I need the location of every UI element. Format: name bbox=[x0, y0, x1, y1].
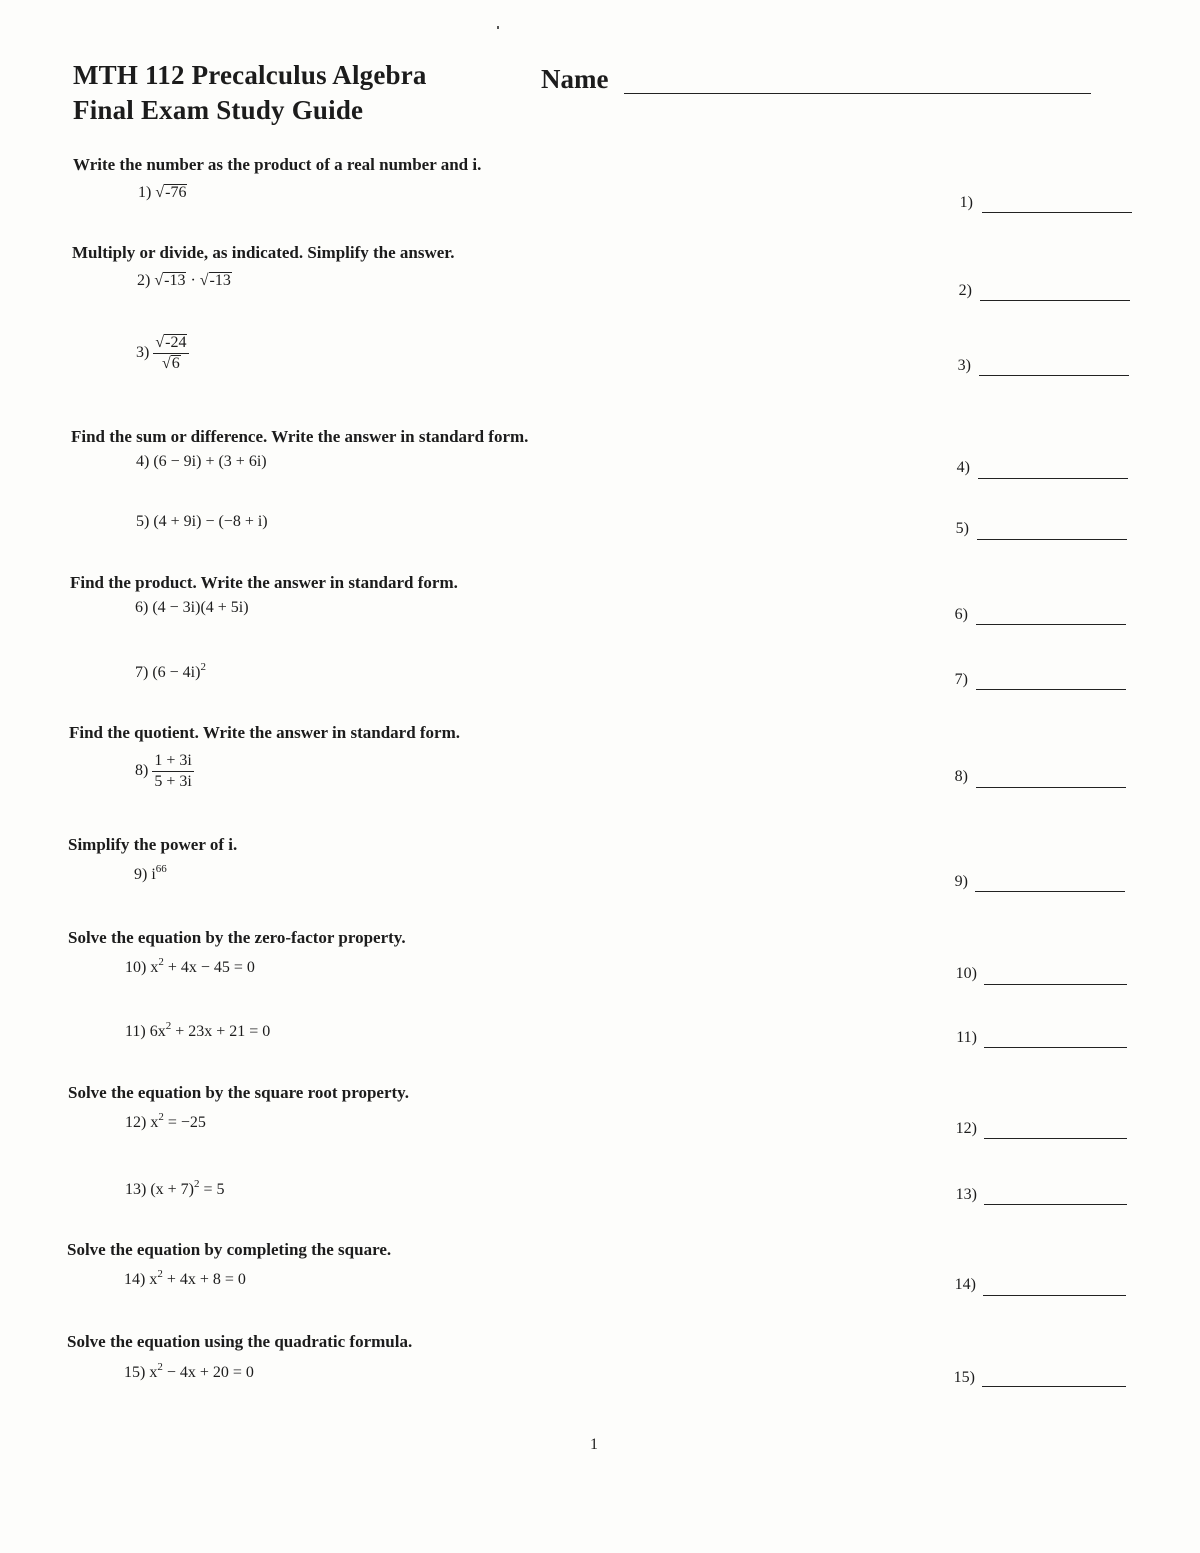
numerator bbox=[153, 334, 189, 354]
expression-rest: − 4x + 20 = 0 bbox=[162, 1364, 254, 1381]
instruction: Find the product. Write the answer in standard form. bbox=[70, 573, 458, 592]
problem-number: 12) bbox=[125, 1114, 147, 1131]
problem-13 bbox=[125, 1178, 225, 1199]
expression-base: (6 − 4i) bbox=[152, 664, 201, 681]
answer-line[interactable] bbox=[976, 787, 1126, 788]
fraction bbox=[153, 334, 189, 373]
exponent: 2 bbox=[158, 1111, 164, 1123]
answer-label: 8) bbox=[954, 768, 968, 785]
exponent: 66 bbox=[155, 863, 167, 875]
answer-line[interactable] bbox=[984, 1138, 1127, 1139]
radical-sign: √ bbox=[161, 355, 171, 372]
answer-label: 4) bbox=[956, 459, 970, 476]
radicand: -76 bbox=[165, 184, 187, 201]
answer-line[interactable] bbox=[982, 1386, 1126, 1387]
answer-label: 5) bbox=[955, 520, 969, 537]
problem-15 bbox=[124, 1361, 254, 1382]
problem-number: 5) bbox=[136, 513, 150, 530]
problem-number: 7) bbox=[135, 664, 149, 681]
problem-number: 3) bbox=[136, 344, 150, 362]
instruction: Solve the equation by the zero-factor property. bbox=[68, 928, 406, 947]
expression-base: (x + 7) bbox=[150, 1181, 195, 1198]
problem-6 bbox=[135, 599, 249, 617]
numerator: 1 + 3i bbox=[152, 752, 193, 772]
answer-label: 10) bbox=[955, 965, 977, 982]
denominator bbox=[160, 354, 183, 373]
instruction: Find the sum or difference. Write the answer in standard form. bbox=[71, 427, 529, 446]
expression-rest: = 5 bbox=[199, 1181, 225, 1198]
instruction: Solve the equation using the quadratic formula. bbox=[67, 1332, 413, 1351]
problem-number: 6) bbox=[135, 599, 149, 616]
problem-number: 10) bbox=[125, 959, 147, 976]
answer-label: 13) bbox=[955, 1186, 977, 1203]
instruction: Find the quotient. Write the answer in standard form. bbox=[69, 723, 461, 742]
radicand: -13 bbox=[209, 272, 231, 289]
document-subtitle: Final Exam Study Guide bbox=[73, 95, 364, 125]
fraction bbox=[152, 752, 193, 791]
problem-3 bbox=[136, 334, 189, 373]
exponent: 2 bbox=[165, 1020, 172, 1032]
problem-9 bbox=[134, 863, 167, 884]
problem-number: 2) bbox=[137, 272, 151, 289]
problem-8 bbox=[135, 752, 194, 791]
expression-base: 6x bbox=[149, 1023, 166, 1040]
expression: (4 + 9i) − (−8 + i) bbox=[153, 513, 268, 530]
problem-number: 9) bbox=[134, 866, 148, 883]
radical-sign: √ bbox=[155, 334, 165, 351]
instruction: Simplify the power of i. bbox=[68, 835, 238, 854]
answer-line[interactable] bbox=[976, 689, 1126, 690]
expression: (4 − 3i)(4 + 5i) bbox=[152, 599, 249, 616]
problem-5 bbox=[136, 513, 268, 531]
expression-rest: + 4x + 8 = 0 bbox=[162, 1271, 246, 1288]
exponent: 2 bbox=[200, 661, 206, 673]
instruction: Multiply or divide, as indicated. Simplify the answer. bbox=[72, 243, 455, 262]
answer-line[interactable] bbox=[978, 478, 1128, 479]
answer-label: 11) bbox=[956, 1029, 977, 1046]
problem-number: 8) bbox=[135, 762, 149, 780]
answer-label: 1) bbox=[959, 194, 973, 211]
expression-base: x bbox=[150, 959, 159, 976]
course-title: MTH 112 Precalculus Algebra bbox=[73, 60, 427, 90]
instruction: Solve the equation by the square root property. bbox=[68, 1083, 409, 1102]
problem-10 bbox=[125, 956, 255, 977]
expression-base: x bbox=[149, 1271, 158, 1288]
problem-2 bbox=[137, 272, 232, 290]
answer-line[interactable] bbox=[977, 539, 1127, 540]
exponent: 2 bbox=[157, 1268, 163, 1280]
answer-line[interactable] bbox=[975, 891, 1125, 892]
exponent: 2 bbox=[194, 1178, 200, 1190]
expression-rest: = −25 bbox=[163, 1114, 206, 1131]
answer-line[interactable] bbox=[983, 1295, 1126, 1296]
exponent: 2 bbox=[157, 1361, 163, 1373]
expression-base: x bbox=[150, 1114, 159, 1131]
instruction: Solve the equation by completing the square. bbox=[67, 1240, 392, 1259]
answer-label: 6) bbox=[954, 606, 968, 623]
radical-sign: √ bbox=[199, 272, 209, 289]
exponent: 2 bbox=[158, 956, 164, 968]
problem-7 bbox=[135, 661, 206, 682]
problem-number: 4) bbox=[136, 453, 150, 470]
problem-number: 1) bbox=[138, 184, 152, 201]
radicand: -13 bbox=[164, 272, 186, 289]
problem-number: 14) bbox=[124, 1271, 146, 1288]
answer-line[interactable] bbox=[980, 300, 1130, 301]
problem-1 bbox=[138, 184, 187, 202]
denominator: 5 + 3i bbox=[154, 773, 192, 790]
answer-label: 15) bbox=[953, 1369, 975, 1386]
answer-label: 7) bbox=[954, 671, 968, 688]
expression-rest: + 23x + 21 = 0 bbox=[171, 1023, 271, 1040]
problem-12 bbox=[125, 1111, 206, 1132]
problem-number: 11) bbox=[125, 1023, 146, 1040]
answer-line[interactable] bbox=[982, 212, 1132, 213]
answer-label: 2) bbox=[958, 282, 972, 299]
expression: (6 − 9i) + (3 + 6i) bbox=[153, 453, 267, 470]
radical-sign: √ bbox=[155, 184, 165, 201]
expression-rest: + 4x − 45 = 0 bbox=[163, 959, 255, 976]
answer-label: 12) bbox=[955, 1120, 977, 1137]
problem-14 bbox=[124, 1268, 246, 1289]
problem-number: 15) bbox=[124, 1364, 146, 1381]
radical-sign: √ bbox=[154, 272, 164, 289]
name-input-line[interactable] bbox=[624, 93, 1091, 94]
problem-11 bbox=[125, 1020, 271, 1041]
expression-base: i bbox=[151, 866, 156, 883]
radicand: -24 bbox=[165, 334, 187, 351]
answer-line[interactable] bbox=[984, 1204, 1127, 1205]
multiply-dot: · bbox=[190, 272, 196, 289]
radicand: 6 bbox=[171, 355, 180, 372]
problem-number: 13) bbox=[125, 1181, 147, 1198]
answer-label: 3) bbox=[957, 357, 971, 374]
name-label: Name bbox=[541, 64, 609, 94]
answer-label: 14) bbox=[954, 1276, 976, 1293]
expression-base: x bbox=[149, 1364, 158, 1381]
problem-4 bbox=[136, 453, 267, 471]
answer-line[interactable] bbox=[984, 984, 1127, 985]
scan-speck bbox=[497, 26, 499, 29]
instruction: Write the number as the product of a real number and i. bbox=[73, 155, 482, 174]
answer-line[interactable] bbox=[976, 624, 1126, 625]
answer-line[interactable] bbox=[979, 375, 1129, 376]
page-number: 1 bbox=[590, 1436, 598, 1453]
answer-label: 9) bbox=[954, 873, 968, 890]
answer-line[interactable] bbox=[984, 1047, 1127, 1048]
